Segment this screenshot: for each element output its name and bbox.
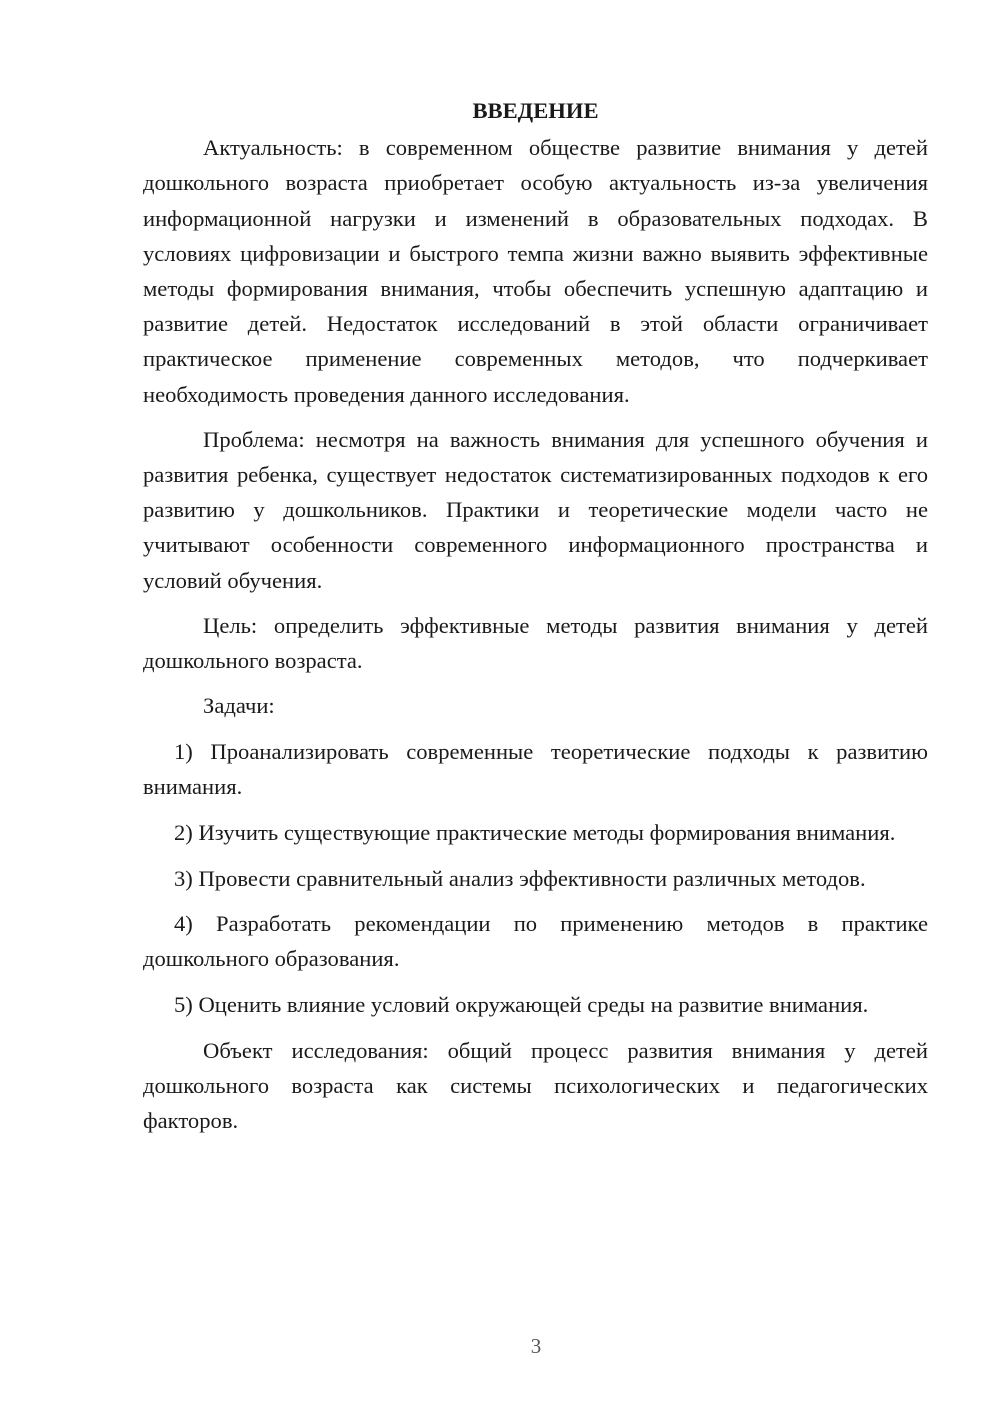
paragraph-goal: Цель: определить эффективные методы развития внимания у детей дошкольного возраста. — [143, 612, 928, 674]
section-title: ВВЕДЕНИЕ — [472, 98, 599, 123]
page-number: 3 — [530, 1334, 542, 1358]
paragraph-object: Объект исследования: общий процесс развития внимания у детей дошкольного возраста как системы психологических и педагогических факторов. — [143, 1037, 928, 1134]
task-item-5: 5) Оценить влияние условий окружающей среды на развитие внимания. — [174, 992, 869, 1018]
paragraph-relevance: Актуальность: в современном обществе развитие внимания у детей дошкольного возраста приобретает особую актуальность из-за увеличения информационной нагрузки и изменений в образовательных подходах. В условиях цифровизации и быстрого темпа жизни важно выявить эффективные методы формирования внимания, чтобы обеспечить успешную адаптацию и развитие детей. Недостаток исследований в этой области ограничивает практическое применение современных методов, что подчеркивает необходимость проведения данного исследования. — [143, 135, 928, 407]
task-item-4: 4) Разработать рекомендации по применению методов в практике дошкольного образования. — [143, 911, 928, 972]
task-item-3: 3) Провести сравнительный анализ эффективности различных методов. — [174, 865, 866, 891]
document-body — [143, 93, 928, 1138]
paragraph-problem: Проблема: несмотря на важность внимания для успешного обучения и развития ребенка, существует недостаток систематизированных подходов к его развитию у дошкольников. Практики и теоретические модели часто не учитывают особенности современного информационного пространства и условий обучения. — [143, 426, 928, 593]
tasks-heading: Задачи: — [203, 693, 275, 719]
task-item-1: 1) Проанализировать современные теоретические подходы к развитию внимания. — [143, 738, 928, 800]
task-item-2: 2) Изучить существующие практические методы формирования внимания. — [174, 819, 896, 845]
